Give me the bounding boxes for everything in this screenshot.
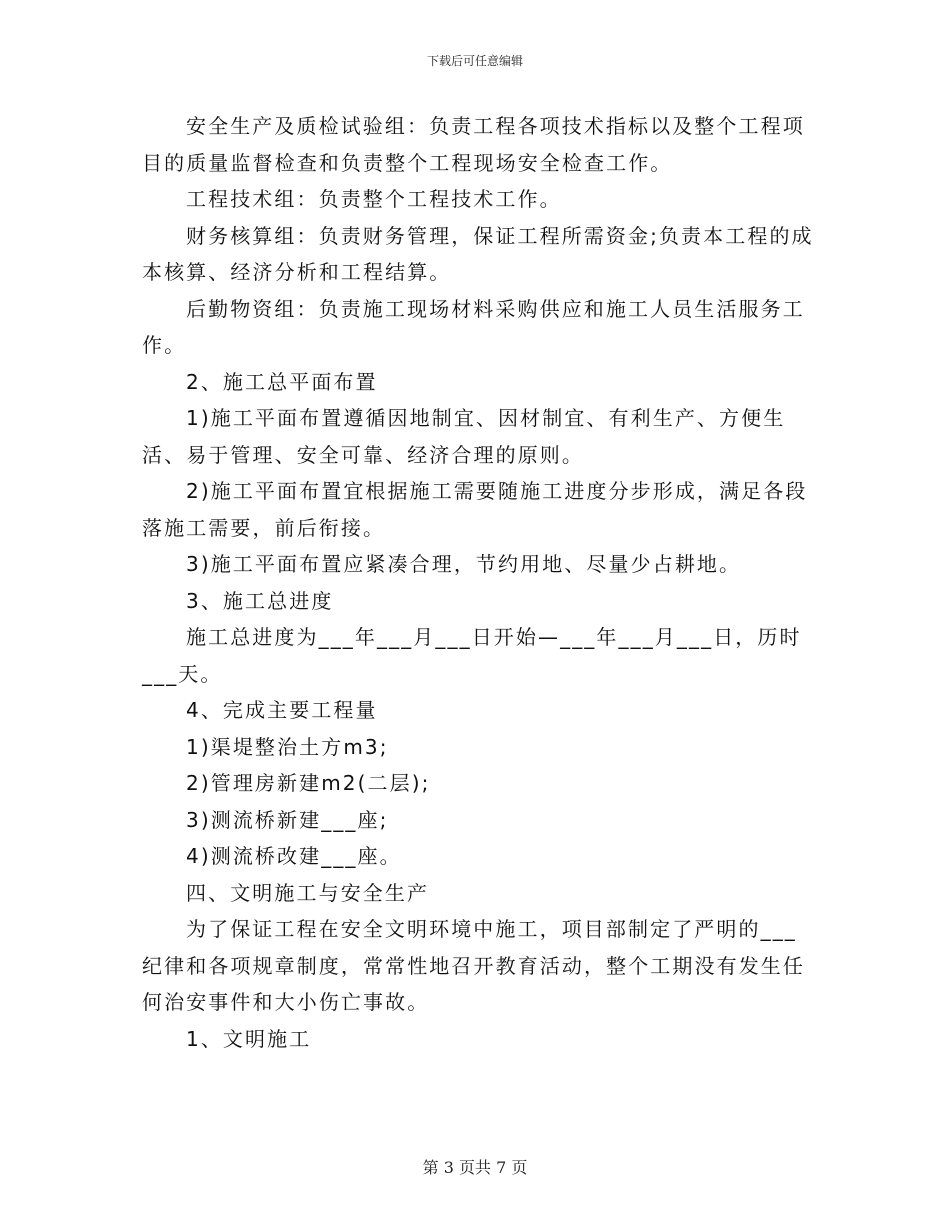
section-heading: 1、文明施工	[186, 1026, 312, 1051]
paragraph: 工程技术组：负责整个工程技术工作。	[186, 187, 562, 211]
paragraph: 1)施工平面布置遵循因地制宜、因材制宜、有利生产、方便生活、易于管理、安全可靠、经济合理的原则。	[142, 406, 786, 467]
document-body	[142, 108, 814, 1057]
list-item: 2)管理房新建m2(二层);	[186, 771, 431, 795]
paragraph: 3)施工平面布置应紧凑合理，节约用地、尽量少占耕地。	[186, 552, 742, 576]
section-heading: 4、完成主要工程量	[186, 698, 378, 722]
section-heading: 3、施工总进度	[186, 588, 334, 613]
list-item: 3)测流桥新建___座;	[186, 807, 389, 832]
paragraph: 施工总进度为___年___月___日开始—___年___月___日，历时___天。	[142, 625, 802, 686]
page-header: 下载后可任意编辑	[426, 54, 523, 68]
paragraph: 安全生产及质检试验组：负责工程各项技术指标以及整个工程项目的质量监督检查和负责整个工程现场安全检查工作。	[142, 114, 805, 175]
paragraph: 财务核算组：负责财务管理，保证工程所需资金;负责本工程的成本核算、经济分析和工程结算。	[142, 223, 814, 284]
page-footer: 第 3 页共 7 页	[422, 1158, 528, 1177]
paragraph: 后勤物资组：负责施工现场材料采购供应和施工人员生活服务工作。	[142, 296, 805, 357]
section-heading: 2、施工总平面布置	[186, 369, 378, 394]
section-heading: 四、文明施工与安全生产	[186, 880, 430, 905]
list-item: 4)测流桥改建___座。	[186, 844, 402, 868]
list-item: 1)渠堤整治土方m3;	[186, 734, 389, 759]
paragraph: 2)施工平面布置宜根据施工需要随施工进度分步形成，满足各段落施工需要，前后衔接。	[142, 479, 808, 540]
paragraph: 为了保证工程在安全文明环境中施工，项目部制定了严明的___纪律和各项规章制度，常常性地召开教育活动，整个工期没有发生任何治安事件和大小伤亡事故。	[142, 917, 805, 1014]
